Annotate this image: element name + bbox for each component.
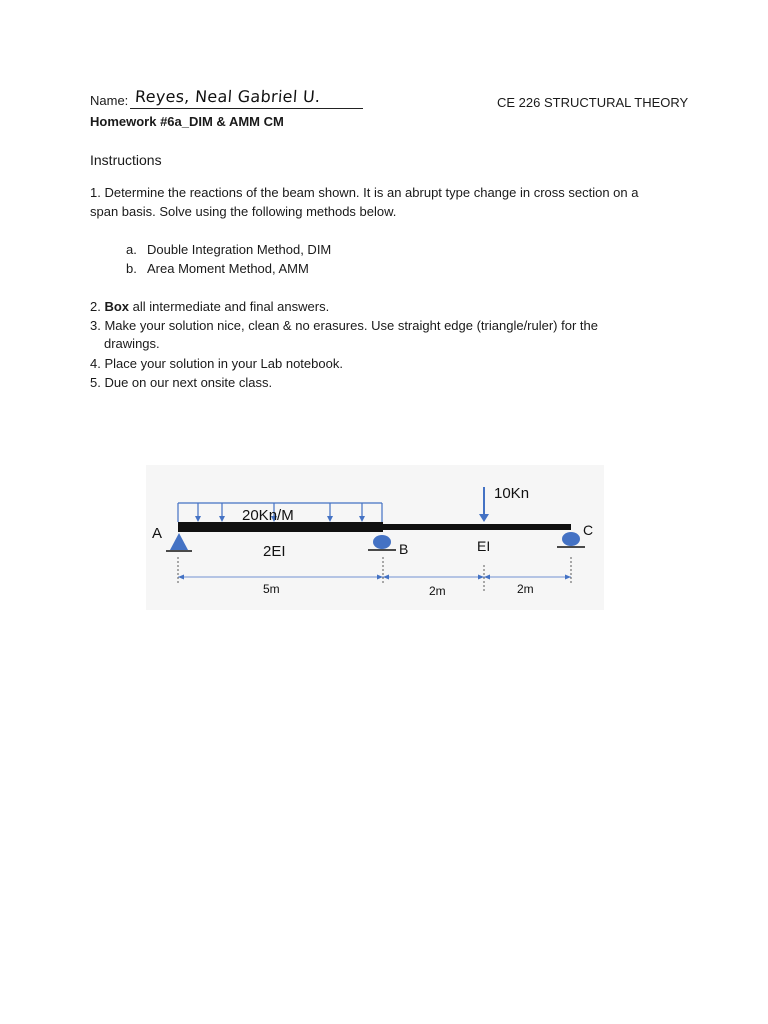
instruction-3-line-2: drawings. <box>104 336 160 351</box>
homework-title: Homework #6a_DIM & AMM CM <box>90 114 284 129</box>
name-underline <box>130 108 363 109</box>
figure-background <box>146 465 604 610</box>
point-load-label: 10Kn <box>494 485 530 502</box>
method-text: Area Moment Method, AMM <box>147 261 309 276</box>
instruction-2-rest: all intermediate and final answers. <box>129 299 330 314</box>
instruction-5: 5. Due on our next onsite class. <box>90 375 273 390</box>
dimension-ab-label: 5m <box>263 582 280 596</box>
instruction-1-line-2: span basis. Solve using the following methods below. <box>90 204 397 219</box>
dimension-b-load-label: 2m <box>429 584 446 598</box>
beam-section-ei <box>383 524 571 530</box>
instruction-1-line-1: 1. Determine the reactions of the beam shown. It is an abrupt type change in cross section on a <box>90 185 639 200</box>
name-label: Name: <box>90 93 129 108</box>
support-c-label: C <box>583 522 594 538</box>
student-name: Reyes, Neal Gabriel U. <box>134 87 322 106</box>
distributed-load-label: 20Kn/M <box>242 507 294 524</box>
instruction-2-prefix: 2. <box>90 299 105 314</box>
support-a-label: A <box>152 525 163 542</box>
instruction-2 <box>90 299 329 314</box>
method-item-a <box>126 242 331 257</box>
course-title: CE 226 STRUCTURAL THEORY <box>497 95 689 110</box>
instruction-2-bold: Box <box>104 299 130 314</box>
rigidity-ei-label: EI <box>477 538 491 554</box>
support-b-label: B <box>399 541 409 557</box>
rigidity-2ei-label: 2EI <box>263 543 286 560</box>
method-text: Double Integration Method, DIM <box>147 242 332 257</box>
method-marker: b. <box>126 261 137 276</box>
instruction-4: 4. Place your solution in your Lab notebook. <box>90 356 343 371</box>
dimension-load-c-label: 2m <box>517 582 534 596</box>
instruction-3-line-1: 3. Make your solution nice, clean & no erasures. Use straight edge (triangle/ruler) for the <box>90 318 598 333</box>
method-marker: a. <box>126 242 137 257</box>
beam-diagram <box>146 465 604 610</box>
method-item-b <box>126 261 309 276</box>
instructions-heading: Instructions <box>90 152 162 168</box>
